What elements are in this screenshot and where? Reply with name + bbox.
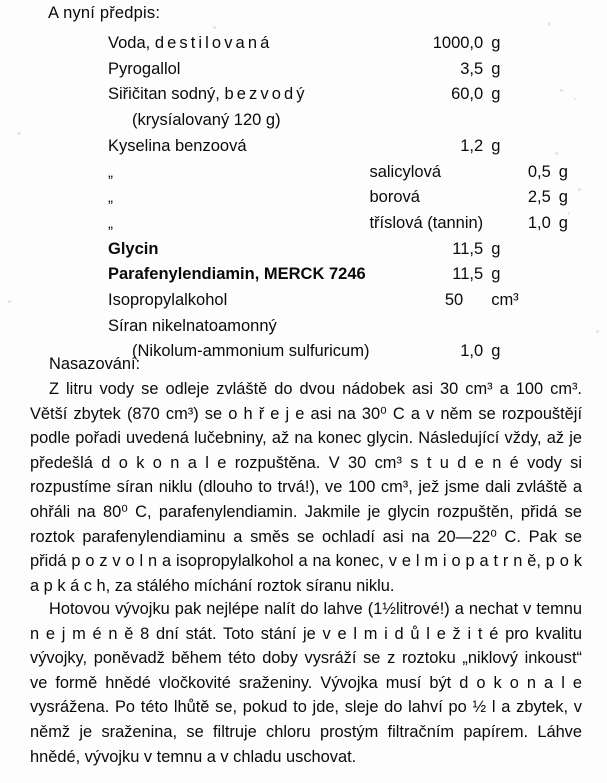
ingredient-amount <box>369 314 483 340</box>
ingredient-name <box>0 57 369 83</box>
ingredient-name-plain: Voda, <box>108 34 151 52</box>
ingredient-unit: g <box>558 213 568 232</box>
ingredient-name-emphasis: destilovaná <box>154 34 273 52</box>
ingredient-amount: 50 <box>444 291 464 310</box>
ingredient-row <box>0 237 607 263</box>
ingredient-name-emphasis: bezvodý <box>224 85 308 104</box>
section-heading <box>30 352 582 377</box>
ingredient-unit: g <box>491 85 501 104</box>
ingredient-row <box>0 262 607 288</box>
ingredient-row <box>0 288 607 314</box>
ingredient-name: borová <box>369 188 420 207</box>
ditto-mark: „ <box>108 163 113 181</box>
ingredient-amount: 3,5 <box>460 59 484 78</box>
ingredient-amount: 1000,0 <box>432 34 484 52</box>
ingredient-amount: 11,5 <box>452 239 484 258</box>
ingredient-unit: g <box>558 162 568 181</box>
ingredient-row <box>0 31 607 57</box>
ingredient-row <box>0 185 607 211</box>
ingredient-name: Síran nikelnatoamonný <box>108 316 277 335</box>
ingredient-unit: g <box>491 342 501 361</box>
paragraph-2-text: Hotovou vývojku pak nejlépe nalít do lahve (1½litrové!) a nechat v temnu n e j m é n ě 8 dní stát. Toto stání je v e l m i d ů l e ž i t é pro kvalitu vývojky, poněvadž během této doby vysráží se z roztoku „niklový inkoust“ ve formě hnědé vločkovité sraženiny. Vývojka musí být d o k o n a l e vysrážena. Po této lhůtě se, pokud to jde, sleje do lahví po ½ l a zbytek, v němž je sraženina, se filtruje chloru prostým filtračním papírem. Láhve hnědé, vývojku v temnu a v chladu uschovat. <box>30 600 582 766</box>
ingredient-row <box>0 160 607 186</box>
ingredient-row <box>0 82 607 108</box>
ingredient-name-latin: (Nikolum-ammonium sulfuricum) <box>132 342 370 361</box>
ingredient-row <box>0 57 607 83</box>
ingredient-name: Glycin <box>108 239 159 258</box>
ingredient-row <box>0 134 607 160</box>
body-paragraph-2 <box>30 597 582 769</box>
unit-cm3-label: cm³ <box>491 291 519 310</box>
ingredient-unit: g <box>491 265 501 284</box>
ingredient-name: tříslová (tannin) <box>369 213 484 232</box>
section-heading-label: Nasazování: <box>49 355 141 373</box>
ingredient-name-plain: Pyrogallol <box>108 59 181 78</box>
ingredient-amount: 1,0 <box>527 213 551 232</box>
ingredient-name: Parafenylendiamin, MERCK 7246 <box>108 265 366 284</box>
ingredient-name: Isopropylalkohol <box>108 291 228 310</box>
ingredient-row <box>0 314 607 340</box>
ingredient-unit: g <box>491 59 501 78</box>
ingredient-amount: 1,0 <box>460 342 484 361</box>
ingredients-body <box>0 31 607 365</box>
ditto-mark: „ <box>108 189 113 207</box>
ingredient-unit: g <box>558 188 568 207</box>
ingredient-unit <box>483 288 551 314</box>
ingredient-amount: 11,5 <box>452 265 484 284</box>
paragraph-1-text: Z litru vody se odleje zvláště do dvou nádobek asi 30 cm³ a 100 cm³. Větší zbytek (870 cm³) se o h ř e j e asi na 30⁰ C a v něm se rozpouštějí podle pořadi uvedená lučebniny, až na konec glycin. Následující vždy, až je předešlá d o k o n a l e rozpuštěna. V 30 cm³ s t u d e n é vody si rozpustíme síran niklu (dlouho to trvá!), ve 100 cm³, jež jsme dali zvláště a ohřáli na 80⁰ C, parafenylendiamin. Jakmile je glycin rozpuštěn, přidá se roztok parafenylendiaminu a směs se ochladí asi na 20—22⁰ C. Pak se přidá p o z v o l n a isopropylalkohol a na konec, v e l m i o p a t r n ě, p o k a p k á c h, za stálého míchání roztok síranu niklu. <box>30 380 582 595</box>
ingredient-amount: 60,0 <box>451 85 484 104</box>
ingredient-amount: 0,5 <box>527 162 551 181</box>
ingredient-unit: g <box>491 34 501 52</box>
ingredient-name <box>0 31 369 57</box>
intro-line: A nyní předpis: <box>48 4 161 22</box>
ingredient-row <box>0 211 607 237</box>
ingredient-name-plain: Siřičitan sodný, <box>108 85 220 104</box>
ingredient-unit: g <box>491 239 501 258</box>
ingredient-name: salicylová <box>369 162 441 181</box>
ingredient-row-note <box>0 108 607 134</box>
ingredient-unit <box>483 108 551 134</box>
body-paragraph-1 <box>30 377 582 598</box>
ingredient-amount <box>369 108 483 134</box>
ditto-mark: „ <box>108 214 113 232</box>
ingredient-unit <box>483 314 551 340</box>
ingredient-note: (krysíalovaný 120 g) <box>132 111 281 130</box>
ingredient-amount: 2,5 <box>527 188 551 207</box>
ingredient-unit: g <box>491 136 501 155</box>
ingredients-table <box>0 31 607 365</box>
ingredient-name: Kyselina benzoová <box>108 136 247 155</box>
scan-speckle <box>213 26 216 29</box>
scan-speckle <box>548 22 551 26</box>
ingredient-amount: 1,2 <box>460 136 484 155</box>
ingredient-name <box>0 82 369 108</box>
